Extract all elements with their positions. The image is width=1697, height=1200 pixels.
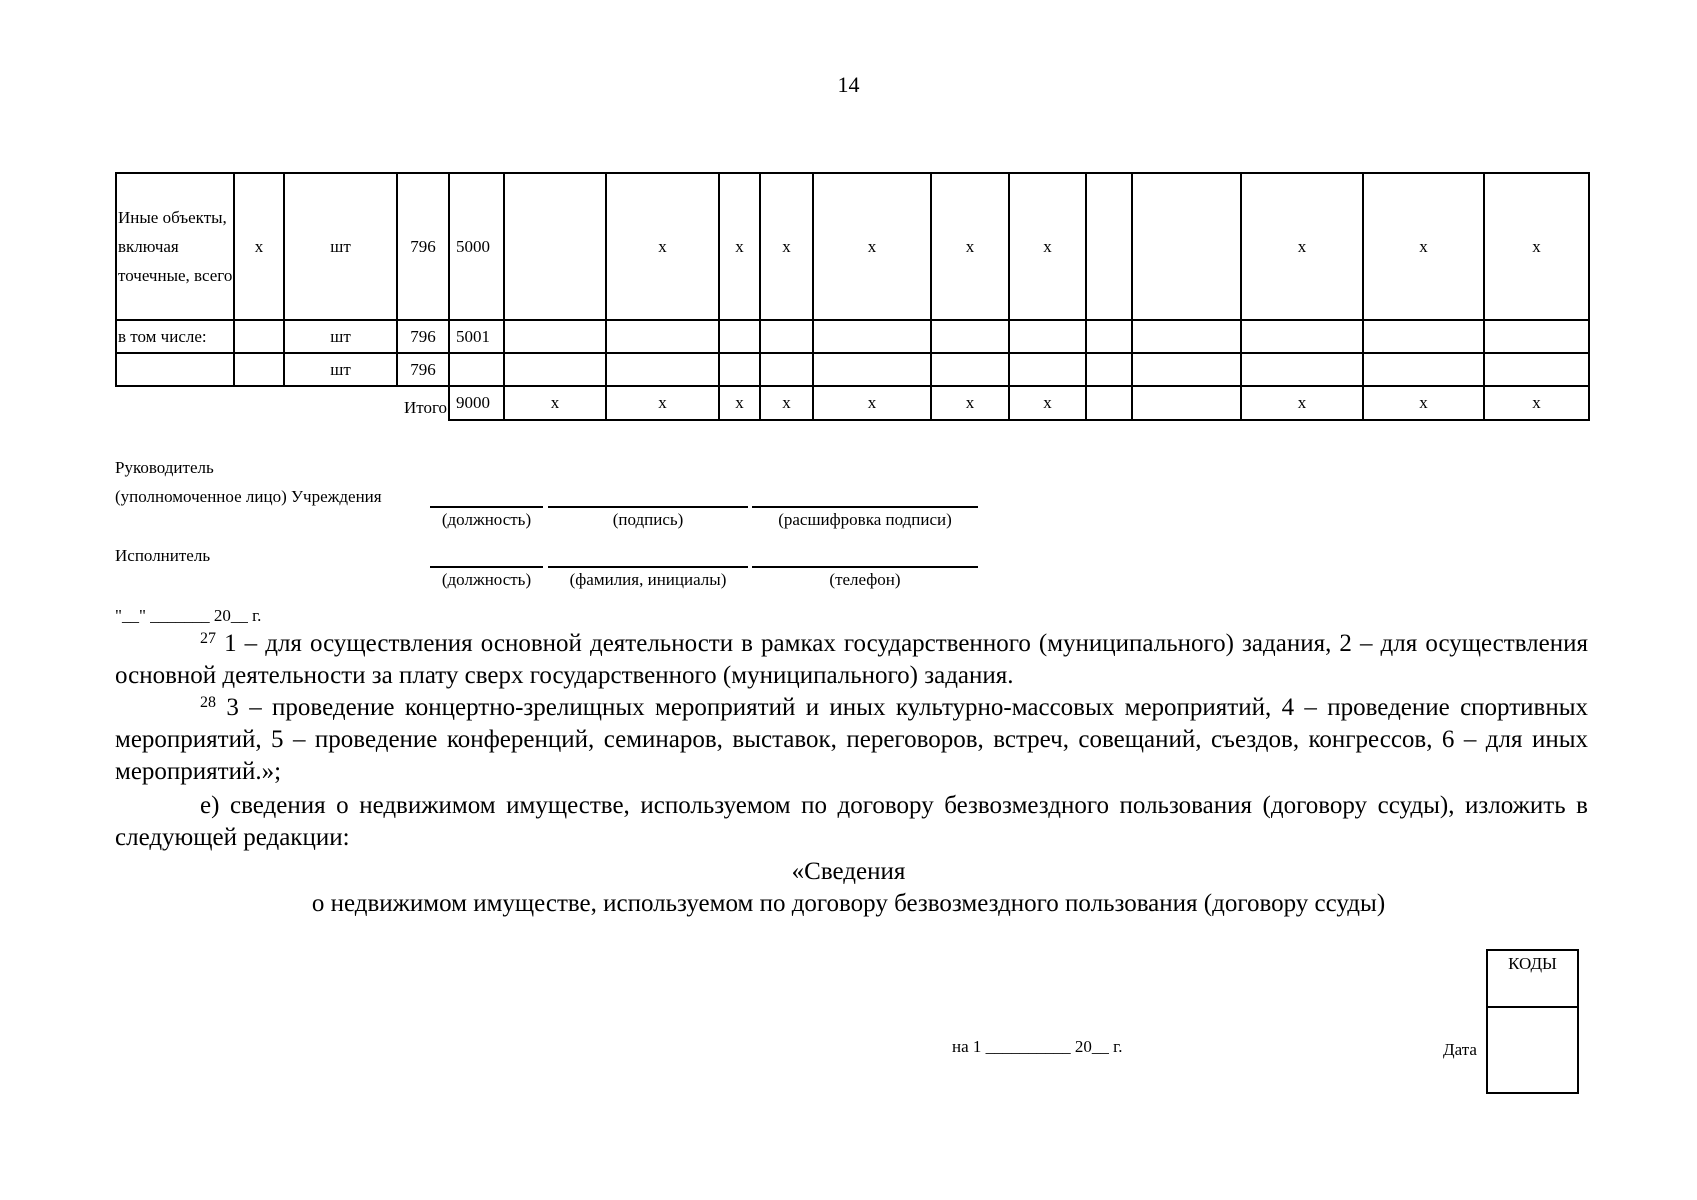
caption-phone: (телефон) (829, 570, 901, 589)
cell (1363, 353, 1484, 386)
signature-line (430, 506, 543, 508)
line-code-cell: 5000 (449, 173, 504, 320)
unit-cell: шт (284, 320, 397, 353)
paragraph-e (115, 790, 1588, 854)
cell: x (760, 386, 813, 420)
cell: x (1241, 173, 1363, 320)
cell (606, 353, 719, 386)
property-table (115, 172, 1590, 421)
line-code-cell: 9000 (449, 386, 504, 420)
cell: x (931, 173, 1009, 320)
cell: x (1009, 386, 1086, 420)
row-name: Иные объекты, включая точечные, всего (116, 173, 234, 320)
cell (1132, 353, 1241, 386)
row-name: в том числе: (116, 320, 234, 353)
cell (1241, 320, 1363, 353)
cell (234, 320, 284, 353)
cell: x (1009, 173, 1086, 320)
footnote-27 (115, 628, 1588, 692)
cell (1363, 320, 1484, 353)
cell (1086, 386, 1132, 420)
row-name (116, 353, 234, 386)
cell: x (1241, 386, 1363, 420)
cell: x (719, 173, 760, 320)
codes-header: КОДЫ (1488, 951, 1577, 1008)
unit-cell: шт (284, 173, 397, 320)
cell (1086, 353, 1132, 386)
cell (931, 320, 1009, 353)
footnote-text: 3 – проведение концертно-зрелищных мероприятий и иных культурно-массовых мероприятий, 4 – проведение спортивных мероприятий, 5 – проведение конференций, семинаров, выставок, переговоров, встреч, совещаний, съездов, конгрессов, 6 – для иных мероприятий.»; (115, 694, 1589, 785)
unit-cell: шт (284, 353, 397, 386)
cell (504, 320, 606, 353)
cell: x (504, 386, 606, 420)
head-label: Руководитель (115, 458, 214, 477)
table-row (116, 173, 1589, 320)
heading-line-2: о недвижимом имуществе, используемом по договору безвозмездного пользования (договору ссуды) (311, 890, 1386, 917)
cell: x (1363, 386, 1484, 420)
cell: x (760, 173, 813, 320)
head-label-authorized: (уполномоченное лицо) Учреждения (115, 487, 382, 506)
okei-cell: 796 (397, 320, 449, 353)
executor-label: Исполнитель (115, 546, 211, 565)
caption-signature-decoding: (расшифровка подписи) (778, 510, 952, 529)
cell (1086, 173, 1132, 320)
cell: x (234, 173, 284, 320)
total-row (116, 386, 1589, 420)
cell (1009, 353, 1086, 386)
cell (1484, 353, 1589, 386)
signature-line (548, 506, 748, 508)
cell: x (1484, 386, 1589, 420)
cell (1132, 173, 1241, 320)
line-code-cell (449, 353, 504, 386)
caption-position: (должность) (441, 570, 532, 589)
cell (719, 320, 760, 353)
paragraph-e-text: е) сведения о недвижимом имуществе, используемом по договору безвозмездного пользования (договору ссуды), изложить в следующей редакции: (115, 792, 1588, 851)
okei-cell: 796 (397, 173, 449, 320)
footnote-mark: 28 (200, 694, 216, 711)
cell (760, 353, 813, 386)
cell (931, 353, 1009, 386)
cell (504, 173, 606, 320)
cell (1132, 320, 1241, 353)
cell: x (719, 386, 760, 420)
signature-line (548, 566, 748, 568)
report-date-field: на 1 __________ 20__ г. (952, 1037, 1123, 1056)
footnote-mark: 27 (200, 630, 216, 647)
cell: x (813, 386, 931, 420)
table-row (116, 320, 1589, 353)
signature-line (430, 566, 543, 568)
okei-cell: 796 (397, 353, 449, 386)
caption-position: (должность) (441, 510, 532, 529)
cell (760, 320, 813, 353)
footnote-28 (115, 692, 1588, 788)
caption-name: (фамилия, инициалы) (569, 570, 727, 589)
cell (719, 353, 760, 386)
cell (813, 353, 931, 386)
footnote-text: 1 – для осуществления основной деятельности в рамках государственного (муниципального) задания, 2 – для осуществления основной деятельности за плату сверх государственного (муниципального) задания. (115, 630, 1589, 689)
cell: x (931, 386, 1009, 420)
signature-line (752, 506, 978, 508)
date-label: Дата (1443, 1040, 1477, 1059)
caption-signature: (подпись) (612, 510, 684, 529)
cell (1086, 320, 1132, 353)
cell: x (813, 173, 931, 320)
cell (606, 320, 719, 353)
table-row (116, 353, 1589, 386)
cell: x (1484, 173, 1589, 320)
codes-box (1486, 949, 1579, 1094)
cell (1009, 320, 1086, 353)
cell (813, 320, 931, 353)
total-label: Итого (116, 386, 449, 420)
cell: x (606, 173, 719, 320)
line-code-cell: 5001 (449, 320, 504, 353)
signature-line (752, 566, 978, 568)
cell (234, 353, 284, 386)
signature-date: "__" _______ 20__ г. (115, 606, 262, 625)
cell (504, 353, 606, 386)
cell: x (1363, 173, 1484, 320)
cell (1132, 386, 1241, 420)
cell (1241, 353, 1363, 386)
page-number: 14 (837, 72, 860, 97)
cell (1484, 320, 1589, 353)
heading-line-1: «Сведения (791, 858, 906, 885)
cell: x (606, 386, 719, 420)
date-code-cell (1488, 1008, 1577, 1092)
